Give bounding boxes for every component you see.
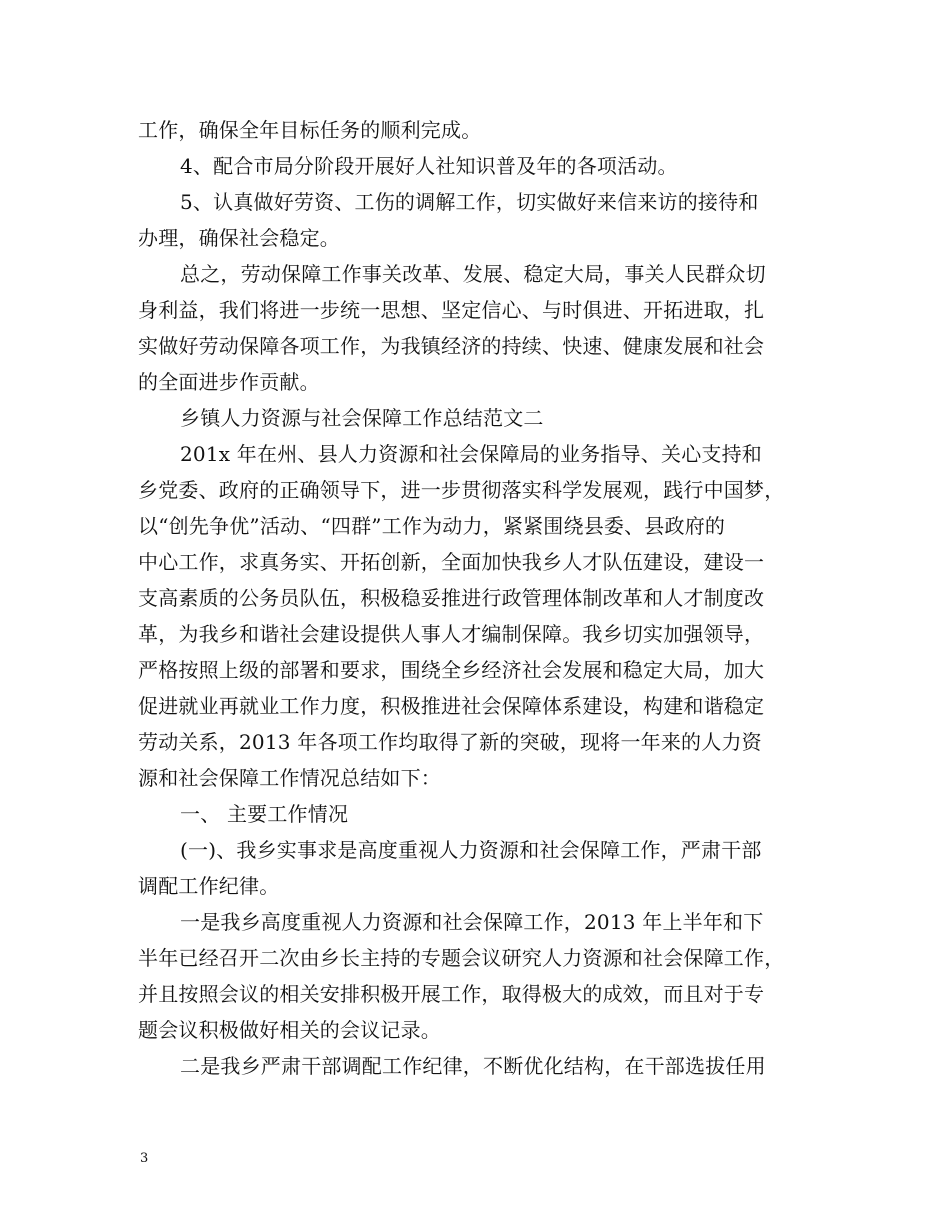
text-line: 中心工作，求真务实、开拓创新，全面加快我乡人才队伍建设，建设一 bbox=[138, 550, 765, 574]
text-line: 乡党委、政府的正确领导下，进一步贯彻落实科学发展观，践行中国梦， bbox=[138, 478, 785, 502]
text-line: 身利益，我们将进一步统一思想、坚定信心、与时俱进、开拓进取，扎 bbox=[138, 298, 765, 322]
text-line: 革，为我乡和谐社会建设提供人事人才编制保障。我乡切实加强领导， bbox=[138, 622, 765, 646]
text-line: 并且按照会议的相关安排积极开展工作，取得极大的成效，而且对于专 bbox=[138, 982, 765, 1006]
text-line: (一)、我乡实事求是高度重视人力资源和社会保障工作，严肃干部 bbox=[180, 838, 762, 862]
section-heading: 乡镇人力资源与社会保障工作总结范文二 bbox=[180, 406, 544, 430]
text-line: 一是我乡高度重视人力资源和社会保障工作，2013 年上半年和下 bbox=[180, 910, 764, 934]
text-line: 总之，劳动保障工作事关改革、发展、稳定大局，事关人民群众切 bbox=[180, 262, 766, 286]
text-line: 促进就业再就业工作力度，积极推进社会保障体系建设，构建和谐稳定 bbox=[138, 694, 765, 718]
text-line: 源和社会保障工作情况总结如下： bbox=[138, 766, 441, 790]
text-line: 以“创先争优”活动、“四群”工作为动力，紧紧围绕县委、县政府的 bbox=[138, 514, 726, 538]
text-line: 的全面进步作贡献。 bbox=[138, 370, 320, 394]
text-line: 题会议积极做好相关的会议记录。 bbox=[138, 1018, 441, 1042]
text-line: 半年已经召开二次由乡长主持的专题会议研究人力资源和社会保障工作， bbox=[138, 946, 785, 970]
text-line: 4、配合市局分阶段开展好人社知识普及年的各项活动。 bbox=[180, 154, 678, 178]
text-line: 201x 年在州、县人力资源和社会保障局的业务指导、关心支持和 bbox=[180, 442, 763, 466]
text-line: 实做好劳动保障各项工作，为我镇经济的持续、快速、健康发展和社会 bbox=[138, 334, 765, 358]
text-line: 5、认真做好劳资、工伤的调解工作，切实做好来信来访的接待和 bbox=[180, 190, 759, 214]
text-line: 工作，确保全年目标任务的顺利完成。 bbox=[138, 118, 482, 142]
text-line: 二是我乡严肃干部调配工作纪律，不断优化结构，在干部选拔任用 bbox=[180, 1054, 766, 1078]
text-line: 支高素质的公务员队伍，积极稳妥推进行政管理体制改革和人才制度改 bbox=[138, 586, 765, 610]
page-number: 3 bbox=[140, 1151, 149, 1166]
text-line: 调配工作纪律。 bbox=[138, 874, 280, 898]
text-line: 劳动关系，2013 年各项工作均取得了新的突破，现将一年来的人力资 bbox=[138, 730, 762, 754]
text-line: 办理，确保社会稳定。 bbox=[138, 226, 340, 250]
text-line: 严格按照上级的部署和要求，围绕全乡经济社会发展和稳定大局，加大 bbox=[138, 658, 765, 682]
section-heading: 一、 主要工作情况 bbox=[180, 802, 349, 826]
